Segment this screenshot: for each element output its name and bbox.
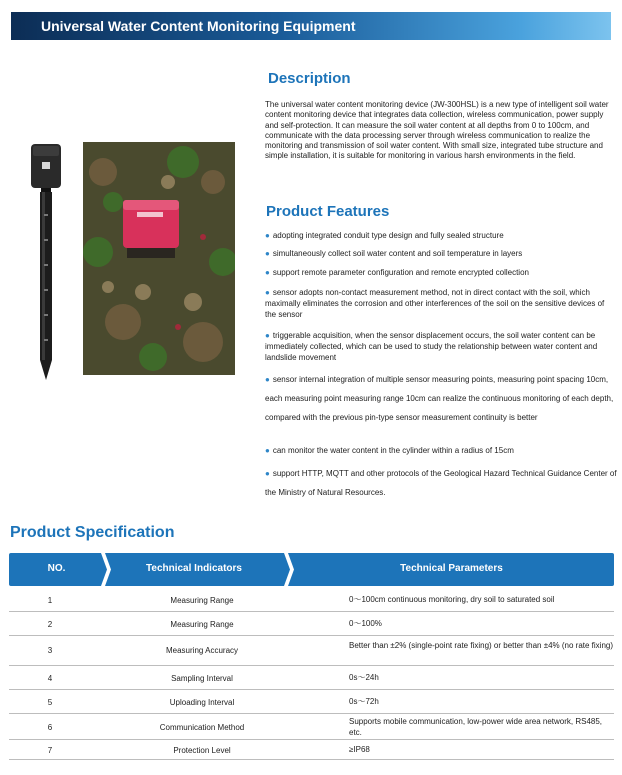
bullet-dot-icon: ● — [265, 249, 270, 258]
sensor-probe-image — [28, 144, 64, 380]
table-row: 7 Protection Level ≥IP68 — [9, 740, 614, 760]
bullet-dot-icon: ● — [265, 375, 270, 384]
bullet-dot-icon: ● — [265, 231, 270, 240]
specification-title: Product Specification — [10, 524, 175, 541]
header-no: NO. — [47, 563, 66, 574]
header-technical-indicators: Technical Indicators — [146, 563, 242, 574]
table-row: 4 Sampling Interval 0s～24h — [9, 666, 614, 690]
table-row: 6 Communication Method Supports mobile communication, low-power wide area network, RS485, etc. — [9, 714, 614, 740]
header-technical-parameters: Technical Parameters — [400, 563, 503, 574]
bullet-dot-icon: ● — [265, 469, 270, 478]
bullet-dot-icon: ● — [265, 331, 270, 340]
features-title: Product Features — [266, 203, 390, 220]
table-row: 3 Measuring Accuracy Better than ±2% (single-point rate fixing) or better than ±4% (no rate fixing) — [9, 636, 614, 666]
bullet-dot-icon: ● — [265, 268, 270, 277]
table-row: 2 Measuring Range 0～100% — [9, 612, 614, 636]
description-text: The universal water content monitoring device (JW-300HSL) is a new type of intelligent soil water content monitoring device that integrates data collection, wireless communication, power supply and self-protection. It can measure the soil water content at all depths from 0 to 100cm, and communicate with the data processing server through wireless communication to realize the monitoring and transmission of soil water content. With small size, integrated tube structure and simple installation, it is suitable for monitoring in various harsh environments in the field. — [265, 100, 609, 161]
list-item: ● adopting integrated conduit type design and fully sealed structure — [265, 231, 504, 240]
spec-table-header — [9, 553, 614, 586]
table-row: 1 Measuring Range 0～100cm continuous monitoring, dry soil to saturated soil — [9, 588, 614, 612]
list-item: ● can monitor the water content in the cylinder within a radius of 15cm — [265, 446, 514, 455]
table-row: 5 Uploading Interval 0s～72h — [9, 690, 614, 714]
list-item: ● sensor adopts non-contact measurement method, not in direct contact with the soil, which maximally eliminates the corrosion and other interferences of the soil on the sensitive devices of the sensor — [265, 288, 605, 319]
list-item: ● support remote parameter configuration and remote encrypted collection — [265, 268, 529, 277]
bullet-dot-icon: ● — [265, 446, 270, 455]
list-item: ● sensor internal integration of multiple sensor measuring points, measuring point spacing 10cm, each measuring point measuring range 10cm can realize the continuous monitoring of each depth, compared with the previous pin-type sensor measurement continuity is better — [265, 375, 614, 422]
description-title: Description — [268, 70, 351, 87]
list-item: ● support HTTP, MQTT and other protocols of the Geological Hazard Technical Guidance Center of the Ministry of Natural Resources. — [265, 469, 617, 497]
page-title: Universal Water Content Monitoring Equipment — [41, 18, 356, 34]
list-item: ● triggerable acquisition, when the sensor displacement occurs, the soil water content can be immediately collected, which can be used to study the relationship between water content and landslide movement — [265, 331, 598, 362]
list-item: ● simultaneously collect soil water content and soil temperature in layers — [265, 249, 523, 258]
page-header — [11, 12, 611, 40]
field-installation-photo — [83, 142, 235, 375]
bullet-dot-icon: ● — [265, 288, 270, 297]
